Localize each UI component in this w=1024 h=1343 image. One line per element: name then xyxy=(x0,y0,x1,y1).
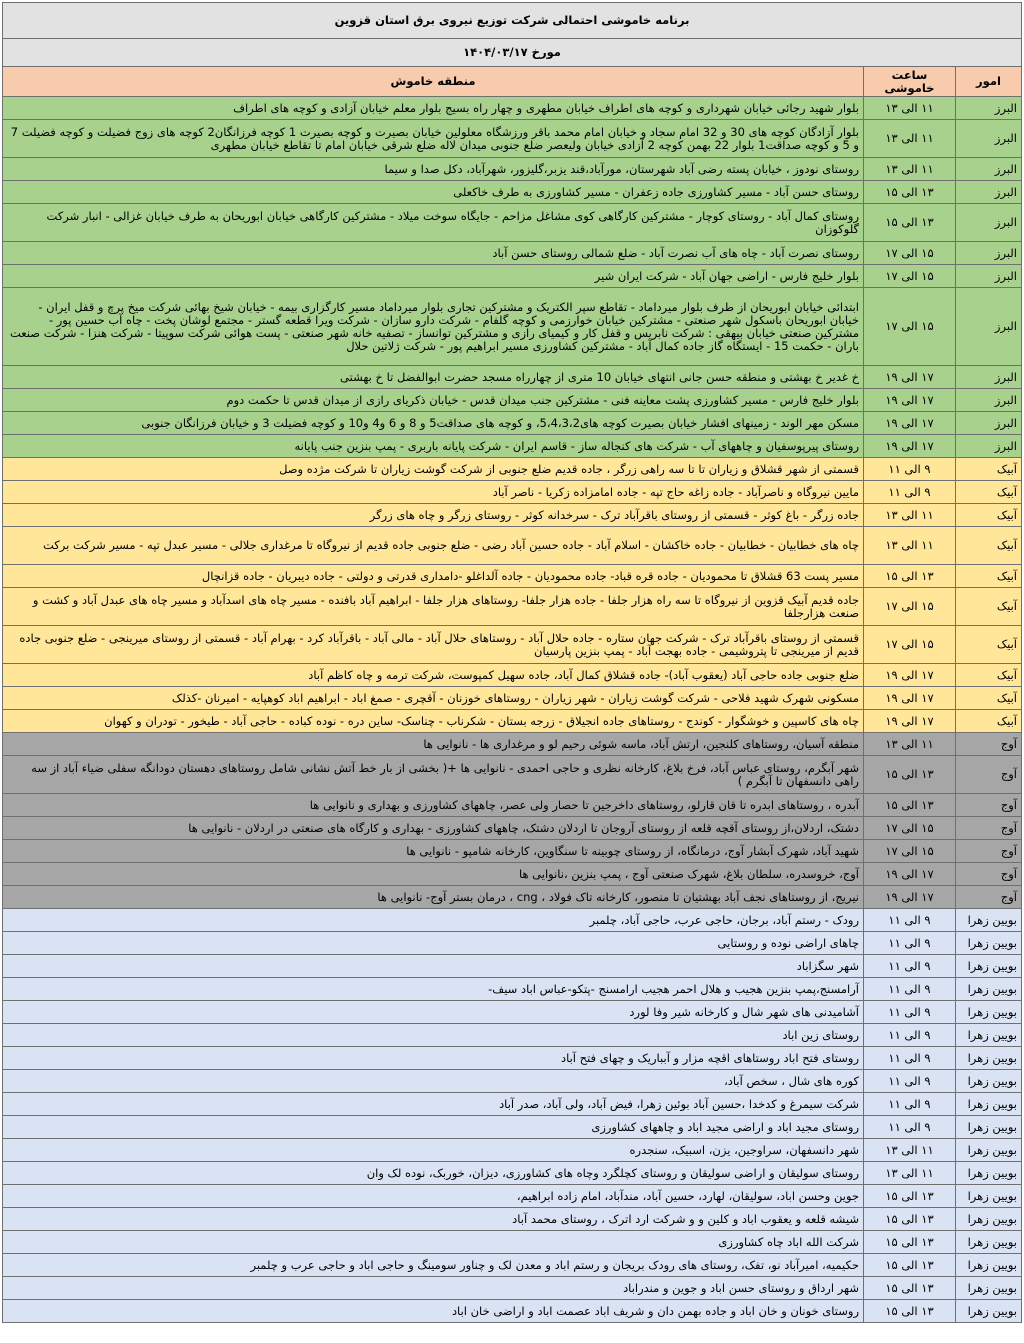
row-area-cell: آرامسنج،پمپ بنزین هجیب و هلال احمر هجیب ارامسنج -پتکو-عباس اباد سیف- xyxy=(3,978,864,1001)
row-time-cell: ۱۷ الی ۱۹ xyxy=(864,886,956,909)
table-row xyxy=(3,733,1022,756)
row-region-cell: آبیک xyxy=(956,710,1022,733)
row-area-cell: ابتدائی خیابان ابوریحان از طرف بلوار میرداماد - تقاطع سپر الکتریک و مشترکین تجاری بلوار میرداماد مسیر کارگزاری بیمه - خیابان شیخ بهائی شرکت میخ پرچ و قفل ایران - خیابان ابوریحان باسکول شهر صنعتی - مشترکین خیابان خوارزمی و کوچه گلفام - شرکت دارو سازان - شرکت ویرا قطعه گستر - مجتمع لوشان پخت - چاه آب حسین پور - مشترکین صنعتی خیابان بیهقی : شرکت نابریس و قفل کار و کیمیای رازی و مشترکین توانساز - تصفیه خانه شهر صنعتی - پست هوائی شرکت سوپیتا - شرکت هنزا - شرکت صنعت باران - حکمت 15 - ایستگاه گاز جاده کمال آباد - مشترکین کشاورزی مسیر ابراهیم پور - شرکت ژلاتین حلال xyxy=(3,288,864,366)
row-area-cell: شرکت الله اباد چاه کشاورزی xyxy=(3,1231,864,1254)
row-time-cell: ۱۳ الی ۱۵ xyxy=(864,1231,956,1254)
row-region-cell: بویین زهرا xyxy=(956,978,1022,1001)
table-row xyxy=(3,1024,1022,1047)
row-time-cell: ۱۷ الی ۱۹ xyxy=(864,664,956,687)
row-region-cell: آوج xyxy=(956,886,1022,909)
row-time-cell: ۹ الی ۱۱ xyxy=(864,909,956,932)
sheet-date: مورخ ۱۴۰۴/۰۳/۱۷ xyxy=(3,39,1022,67)
row-area-cell: کوره های شال ، سخص آباد، xyxy=(3,1070,864,1093)
row-region-cell: البرز xyxy=(956,288,1022,366)
row-time-cell: ۱۱ الی ۱۳ xyxy=(864,1139,956,1162)
row-time-cell: ۹ الی ۱۱ xyxy=(864,1001,956,1024)
row-area-cell: قسمتی از شهر قشلاق و زیاران تا تا سه راهی زرگر ، جاده قدیم ضلع جنوبی از شرکت گوشت زیاران تا شرکت مژده وصل xyxy=(3,458,864,481)
row-time-cell: ۱۷ الی ۱۹ xyxy=(864,412,956,435)
row-area-cell: مسکن مهر الوند - زمینهای افشار خیابان بصیرت کوچه های5،4،3،2، و کوچه های صداقت5 و 8 و 6 و4 و10 و کوچه فضیلت 3 و خیابان فرزانگان جنوبی xyxy=(3,412,864,435)
table-row xyxy=(3,886,1022,909)
row-region-cell: آوج xyxy=(956,756,1022,794)
row-time-cell: ۹ الی ۱۱ xyxy=(864,1093,956,1116)
row-time-cell: ۱۳ الی ۱۵ xyxy=(864,794,956,817)
table-row xyxy=(3,120,1022,158)
table-row xyxy=(3,97,1022,120)
sheet-title: برنامه خاموشی احتمالی شرکت توزیع نیروی برق استان قزوین xyxy=(3,3,1022,39)
row-region-cell: البرز xyxy=(956,181,1022,204)
row-region-cell: بویین زهرا xyxy=(956,1277,1022,1300)
table-row xyxy=(3,481,1022,504)
row-region-cell: بویین زهرا xyxy=(956,1231,1022,1254)
table-row xyxy=(3,1116,1022,1139)
row-region-cell: البرز xyxy=(956,158,1022,181)
row-time-cell: ۱۵ الی ۱۷ xyxy=(864,840,956,863)
table-row xyxy=(3,158,1022,181)
row-time-cell: ۱۷ الی ۱۹ xyxy=(864,366,956,389)
table-row xyxy=(3,863,1022,886)
row-time-cell: ۱۵ الی ۱۷ xyxy=(864,588,956,626)
table-row xyxy=(3,527,1022,565)
table-row xyxy=(3,204,1022,242)
table-row xyxy=(3,1185,1022,1208)
row-time-cell: ۹ الی ۱۱ xyxy=(864,932,956,955)
row-region-cell: بویین زهرا xyxy=(956,909,1022,932)
row-time-cell: ۱۱ الی ۱۳ xyxy=(864,158,956,181)
table-row xyxy=(3,909,1022,932)
table-row xyxy=(3,1070,1022,1093)
row-region-cell: البرز xyxy=(956,366,1022,389)
row-area-cell: روستای خونان و خان اباد و جاده بهمن دان و شریف اباد عصمت اباد و اراضی خان اباد xyxy=(3,1300,864,1323)
row-area-cell: مسکونی شهرک شهید فلاحی - شرکت گوشت زیاران - شهر زیاران - روستاهای خوزنان - آقچری - صمغ اباد - ابراهیم اباد کوهپایه - امیرنان -کذلک xyxy=(3,687,864,710)
row-time-cell: ۹ الی ۱۱ xyxy=(864,955,956,978)
row-region-cell: آبیک xyxy=(956,626,1022,664)
row-area-cell: چاهای اراضی نوده و روستایی xyxy=(3,932,864,955)
row-area-cell: شیشه قلعه و یعقوب اباد و کلین و و شرکت ارد اترک ، روستای محمد آباد xyxy=(3,1208,864,1231)
row-region-cell: بویین زهرا xyxy=(956,1185,1022,1208)
row-region-cell: البرز xyxy=(956,435,1022,458)
row-time-cell: ۱۷ الی ۱۹ xyxy=(864,389,956,412)
row-area-cell: روستای پیرپوسفیان و چاههای آب - شرکت های کنجاله ساز - قاسم ایران - شرکت پایانه باربری - پمپ بنزین جنب پایانه xyxy=(3,435,864,458)
row-region-cell: البرز xyxy=(956,242,1022,265)
row-region-cell: آوج xyxy=(956,863,1022,886)
row-time-cell: ۱۳ الی ۱۵ xyxy=(864,1254,956,1277)
row-region-cell: آبیک xyxy=(956,687,1022,710)
row-area-cell: شهر دانسفهان، سراوجین، یزن، اسبیک، سنجدره xyxy=(3,1139,864,1162)
row-region-cell: آوج xyxy=(956,840,1022,863)
table-row xyxy=(3,664,1022,687)
row-time-cell: ۱۳ الی ۱۵ xyxy=(864,181,956,204)
row-region-cell: بویین زهرا xyxy=(956,955,1022,978)
table-row xyxy=(3,955,1022,978)
table-row xyxy=(3,588,1022,626)
row-time-cell: ۱۵ الی ۱۷ xyxy=(864,242,956,265)
table-row xyxy=(3,756,1022,794)
table-row xyxy=(3,817,1022,840)
row-time-cell: ۹ الی ۱۱ xyxy=(864,978,956,1001)
table-row xyxy=(3,366,1022,389)
row-region-cell: بویین زهرا xyxy=(956,1070,1022,1093)
row-region-cell: بویین زهرا xyxy=(956,1254,1022,1277)
row-time-cell: ۱۷ الی ۱۹ xyxy=(864,710,956,733)
row-time-cell: ۱۱ الی ۱۳ xyxy=(864,97,956,120)
table-row xyxy=(3,1254,1022,1277)
row-area-cell: بلوار شهید رجائی خیابان شهرداری و کوچه های اطراف خیابان مطهری و چهار راه بسیج بلوار معلم خیابان آزادی و کوچه های اطراف xyxy=(3,97,864,120)
row-time-cell: ۹ الی ۱۱ xyxy=(864,1070,956,1093)
row-region-cell: بویین زهرا xyxy=(956,1162,1022,1185)
row-region-cell: آبیک xyxy=(956,504,1022,527)
row-region-cell: آبیک xyxy=(956,565,1022,588)
row-time-cell: ۱۵ الی ۱۷ xyxy=(864,288,956,366)
table-row xyxy=(3,1231,1022,1254)
row-time-cell: ۹ الی ۱۱ xyxy=(864,481,956,504)
table-row xyxy=(3,1277,1022,1300)
row-time-cell: ۱۵ الی ۱۷ xyxy=(864,817,956,840)
row-area-cell: آشامیدنی های شهر شال و کارخانه شیر وفا لورد xyxy=(3,1001,864,1024)
row-region-cell: آبیک xyxy=(956,588,1022,626)
table-row xyxy=(3,1300,1022,1323)
table-row xyxy=(3,242,1022,265)
column-header-region: امور xyxy=(956,67,1022,97)
table-row xyxy=(3,932,1022,955)
table-row xyxy=(3,1001,1022,1024)
table-row xyxy=(3,1208,1022,1231)
row-region-cell: البرز xyxy=(956,265,1022,288)
row-area-cell: آبدره ، روستاهای ابدره تا قان قارلو، روستاهای داخرجین تا حصار ولی عصر، چاههای کشاورزی و بهداری و نانوایی ها xyxy=(3,794,864,817)
row-area-cell: آوج، خروسدره، سلطان بلاغ، شهرک صنعتی آوج ، پمپ بنزین ،نانوایی ها xyxy=(3,863,864,886)
row-area-cell: جوین وحسن اباد، سولیقان، لهارد، حسین آباد، مندآباد، امام زاده ابراهیم، xyxy=(3,1185,864,1208)
row-region-cell: آبیک xyxy=(956,664,1022,687)
row-time-cell: ۱۳ الی ۱۵ xyxy=(864,756,956,794)
row-time-cell: ۱۱ الی ۱۳ xyxy=(864,527,956,565)
row-time-cell: ۱۳ الی ۱۵ xyxy=(864,204,956,242)
row-time-cell: ۱۱ الی ۱۳ xyxy=(864,120,956,158)
row-area-cell: شهر آبگرم، روستای عباس آباد، فرخ بلاغ، کارخانه نظری و حاجی احمدی - نانوایی ها +( بخشی از بار خط آتش نشانی شامل روستاهای دهستان دودانگه سفلی ضیاء آباد از سه راهی دانسفهان تا آبگرم ) xyxy=(3,756,864,794)
row-area-cell: مسیر پست 63 قشلاق تا محمودیان - جاده قره قباد- جاده محمودیان - جاده آلداغلو -دامداری قدرتی و دولتی - جاده دیبریان - جاده قزانچال xyxy=(3,565,864,588)
row-region-cell: البرز xyxy=(956,97,1022,120)
row-time-cell: ۱۷ الی ۱۹ xyxy=(864,687,956,710)
row-time-cell: ۱۵ الی ۱۷ xyxy=(864,626,956,664)
row-area-cell: روستای نودوز ، خیابان پسته رضی آباد شهرستان، مورآباد،قند یزبر،گلیزور، شهرآباد، دکل صدا و سیما xyxy=(3,158,864,181)
row-area-cell: شهر ارداق و روستای حسن اباد و جوین و مندراباد xyxy=(3,1277,864,1300)
table-row xyxy=(3,978,1022,1001)
table-row xyxy=(3,389,1022,412)
row-region-cell: آوج xyxy=(956,733,1022,756)
row-region-cell: بویین زهرا xyxy=(956,1116,1022,1139)
row-region-cell: بویین زهرا xyxy=(956,1001,1022,1024)
row-region-cell: بویین زهرا xyxy=(956,1300,1022,1323)
row-region-cell: بویین زهرا xyxy=(956,1093,1022,1116)
row-region-cell: البرز xyxy=(956,204,1022,242)
row-area-cell: بلوار آزادگان کوچه های 30 و 32 امام سجاد و خیابان امام محمد باقر ورزشگاه معلولین خیابان بصیرت و کوچه بصیرت 1 کوچه فرزانگان2 کوچه های زوج فضیلت و کوچه فضیلت 7 و 5 و کوچه صداقت1 بلوار 22 بهمن کوچه 2 آزادی خیابان ولیعصر ضلع جنوبی میدان لاله ضلع شرقی خیابان امام تا تقاطع خیابان مطهری xyxy=(3,120,864,158)
row-time-cell: ۱۳ الی ۱۵ xyxy=(864,565,956,588)
row-area-cell: بلوار خلیج فارس - اراضی جهان آباد - شرکت ایران شیر xyxy=(3,265,864,288)
row-region-cell: آبیک xyxy=(956,481,1022,504)
row-area-cell: شهر سگزاباد xyxy=(3,955,864,978)
row-area-cell: خ غدیر خ بهشتی و منطقه حسن جانی انتهای خیابان 10 متری از چهارراه مسجد حضرت ابوالفضل تا خ بهشتی xyxy=(3,366,864,389)
row-area-cell: منطقه آسیان، روستاهای کلنجین، ارتش آباد، ماسه شوئی رحیم لو و مرغداری ها - نانوایی ها xyxy=(3,733,864,756)
table-row xyxy=(3,458,1022,481)
row-area-cell: روستای نصرت آباد - چاه های آب نصرت آباد - ضلع شمالی روستای حسن آباد xyxy=(3,242,864,265)
row-time-cell: ۱۳ الی ۱۵ xyxy=(864,1277,956,1300)
table-row xyxy=(3,288,1022,366)
row-area-cell: جاده زرگر - باغ کوثر - قسمتی از روستای باقرآباد ترک - سرخدانه کوثر - روستای زرگر و چاه های زرگر xyxy=(3,504,864,527)
row-area-cell: شهید آباد، شهرک آبشار آوج، درمانگاه، از روستای چوبینه تا سنگاوین، کارخانه شامپو - نانوایی ها xyxy=(3,840,864,863)
row-time-cell: ۹ الی ۱۱ xyxy=(864,1116,956,1139)
row-time-cell: ۱۳ الی ۱۵ xyxy=(864,1185,956,1208)
row-time-cell: ۱۷ الی ۱۹ xyxy=(864,435,956,458)
table-row xyxy=(3,435,1022,458)
row-time-cell: ۹ الی ۱۱ xyxy=(864,458,956,481)
column-header-area: منطقه خاموش xyxy=(3,67,864,97)
row-time-cell: ۱۳ الی ۱۵ xyxy=(864,1300,956,1323)
row-area-cell: روستای سولیقان و اراضی سولیقان و روستای کچلگرد وچاه های کشاورزی، دیزان، خوربک، نوده لک وان xyxy=(3,1162,864,1185)
table-row xyxy=(3,504,1022,527)
row-region-cell: بویین زهرا xyxy=(956,1208,1022,1231)
row-area-cell: ضلع جنوبی جاده حاجی آباد (یعقوب آباد)- جاده قشلاق کمال آباد، جاده سهیل کمپوست، شرکت ترمه و چاه کاظم آباد xyxy=(3,664,864,687)
row-time-cell: ۱۱ الی ۱۳ xyxy=(864,1162,956,1185)
table-row xyxy=(3,412,1022,435)
row-region-cell: آبیک xyxy=(956,458,1022,481)
table-row xyxy=(3,1093,1022,1116)
table-row xyxy=(3,1139,1022,1162)
table-row xyxy=(3,1047,1022,1070)
table-row xyxy=(3,1162,1022,1185)
row-area-cell: رودک - رستم آباد، برجان، حاجی عرب، حاجی آباد، چلمبر xyxy=(3,909,864,932)
row-area-cell: شرکت سیمرغ و کدخدا ،حسین آباد بوئین زهرا، فیض آباد، ولی آباد، صدر آباد xyxy=(3,1093,864,1116)
row-region-cell: آوج xyxy=(956,817,1022,840)
row-region-cell: بویین زهرا xyxy=(956,932,1022,955)
row-area-cell: مایین نیروگاه و ناصرآباد - جاده زاغه حاج تپه - جاده امامزاده زکریا - ناصر آباد xyxy=(3,481,864,504)
row-area-cell: بلوار خلیج فارس - مسیر کشاورزی پشت معاینه فنی - مشترکین جنب میدان قدس - خیابان ذکریای رازی از میدان قدس تا حکمت دوم xyxy=(3,389,864,412)
row-area-cell: جاده قدیم آبیک قزوین از نیروگاه تا سه راه هزار جلفا - جاده هزار جلفا- روستاهای هزار جلفا - ابراهیم آباد بافنده - مسیر چاه های اسدآباد و مسیر چاه های عبدل آباد و کشت و صنعت هزارجلفا xyxy=(3,588,864,626)
row-region-cell: البرز xyxy=(956,389,1022,412)
row-area-cell: چاه های کاسپین و خوشگوار - کوندج - روستاهای جاده انجیلاق - زرجه بستان - شکرناب - چناسک- ساین دره - نوده کباده - حاجی آباد - طیخور - تودران و کهوان xyxy=(3,710,864,733)
row-area-cell: نیریج، از روستاهای نجف آباد بهشتیان تا منصور، کارخانه تاک فولاد ، cng ، درمان بستر آوج- نانوایی ها xyxy=(3,886,864,909)
outage-schedule-table xyxy=(2,2,1022,1323)
row-time-cell: ۱۵ الی ۱۷ xyxy=(864,265,956,288)
row-region-cell: آبیک xyxy=(956,527,1022,565)
row-area-cell: روستای حسن آباد - مسیر کشاورزی جاده زعفران - مسیر کشاورزی به طرف خاکعلی xyxy=(3,181,864,204)
table-row xyxy=(3,794,1022,817)
table-body xyxy=(3,97,1022,1323)
row-time-cell: ۹ الی ۱۱ xyxy=(864,1024,956,1047)
row-region-cell: بویین زهرا xyxy=(956,1024,1022,1047)
row-area-cell: چاه های خطابیان - خطابیان - جاده خاکشان - اسلام آباد - جاده حسین آباد رضی - ضلع جنوبی جاده قدیم از نیروگاه تا مرغداری جلالی - مسیر عبدل تپه - مسیر شرکت برکت xyxy=(3,527,864,565)
row-region-cell: آوج xyxy=(956,794,1022,817)
row-area-cell: روستای زین اباد xyxy=(3,1024,864,1047)
table-row xyxy=(3,687,1022,710)
table-row xyxy=(3,710,1022,733)
row-region-cell: بویین زهرا xyxy=(956,1047,1022,1070)
row-area-cell: روستای فتح اباد روستاهای اقچه مزار و آبباریک و چهای فتح آباد xyxy=(3,1047,864,1070)
column-header-time: ساعت خاموشی xyxy=(864,67,956,97)
table-row xyxy=(3,565,1022,588)
row-region-cell: البرز xyxy=(956,120,1022,158)
row-area-cell: دشتک، اردلان،از روستای آقچه قلعه از روستای آروجان تا اردلان دشتک، چاههای کشاورزی - بهداری و کارگاه های صنعتی در اردلان - نانوایی ها xyxy=(3,817,864,840)
row-time-cell: ۱۳ الی ۱۵ xyxy=(864,1208,956,1231)
row-time-cell: ۱۱ الی ۱۳ xyxy=(864,733,956,756)
row-region-cell: البرز xyxy=(956,412,1022,435)
row-area-cell: روستای مجید اباد و اراضی مجید اباد و چاههای کشاورزی xyxy=(3,1116,864,1139)
row-time-cell: ۹ الی ۱۱ xyxy=(864,1047,956,1070)
table-row xyxy=(3,626,1022,664)
row-region-cell: بویین زهرا xyxy=(956,1139,1022,1162)
table-row xyxy=(3,840,1022,863)
row-area-cell: حکیمیه، امیرآباد نو، تفک، روستای های رودک بریجان و رستم اباد و معدن لک و چناور سومینگ و حاجی اباد و حاجی عرب و چلمبر xyxy=(3,1254,864,1277)
table-row xyxy=(3,181,1022,204)
row-area-cell: روستای کمال آباد - روستای کوچار - مشترکین کارگاهی کوی مشاغل مزاحم - جایگاه سوخت میلاد - مشترکین کارگاهی خیابان ابوریحان به طرف خیابان غزالی - انبار شرکت گلوکوزان xyxy=(3,204,864,242)
row-time-cell: ۱۱ الی ۱۳ xyxy=(864,504,956,527)
row-area-cell: قسمتی از روستای باقرآباد ترک - شرکت جهان ستاره - جاده حلال آباد - روستاهای حلال آباد - مالی آباد - باقرآباد کرد - بهرام آباد - قسمتی از روستای میرینجی - ضلع جنوبی جاده قدیم از میرینجی تا پتروشیمی - جاده بهجت آباد - پمپ بنزین پارسیان xyxy=(3,626,864,664)
row-time-cell: ۱۷ الی ۱۹ xyxy=(864,863,956,886)
table-row xyxy=(3,265,1022,288)
